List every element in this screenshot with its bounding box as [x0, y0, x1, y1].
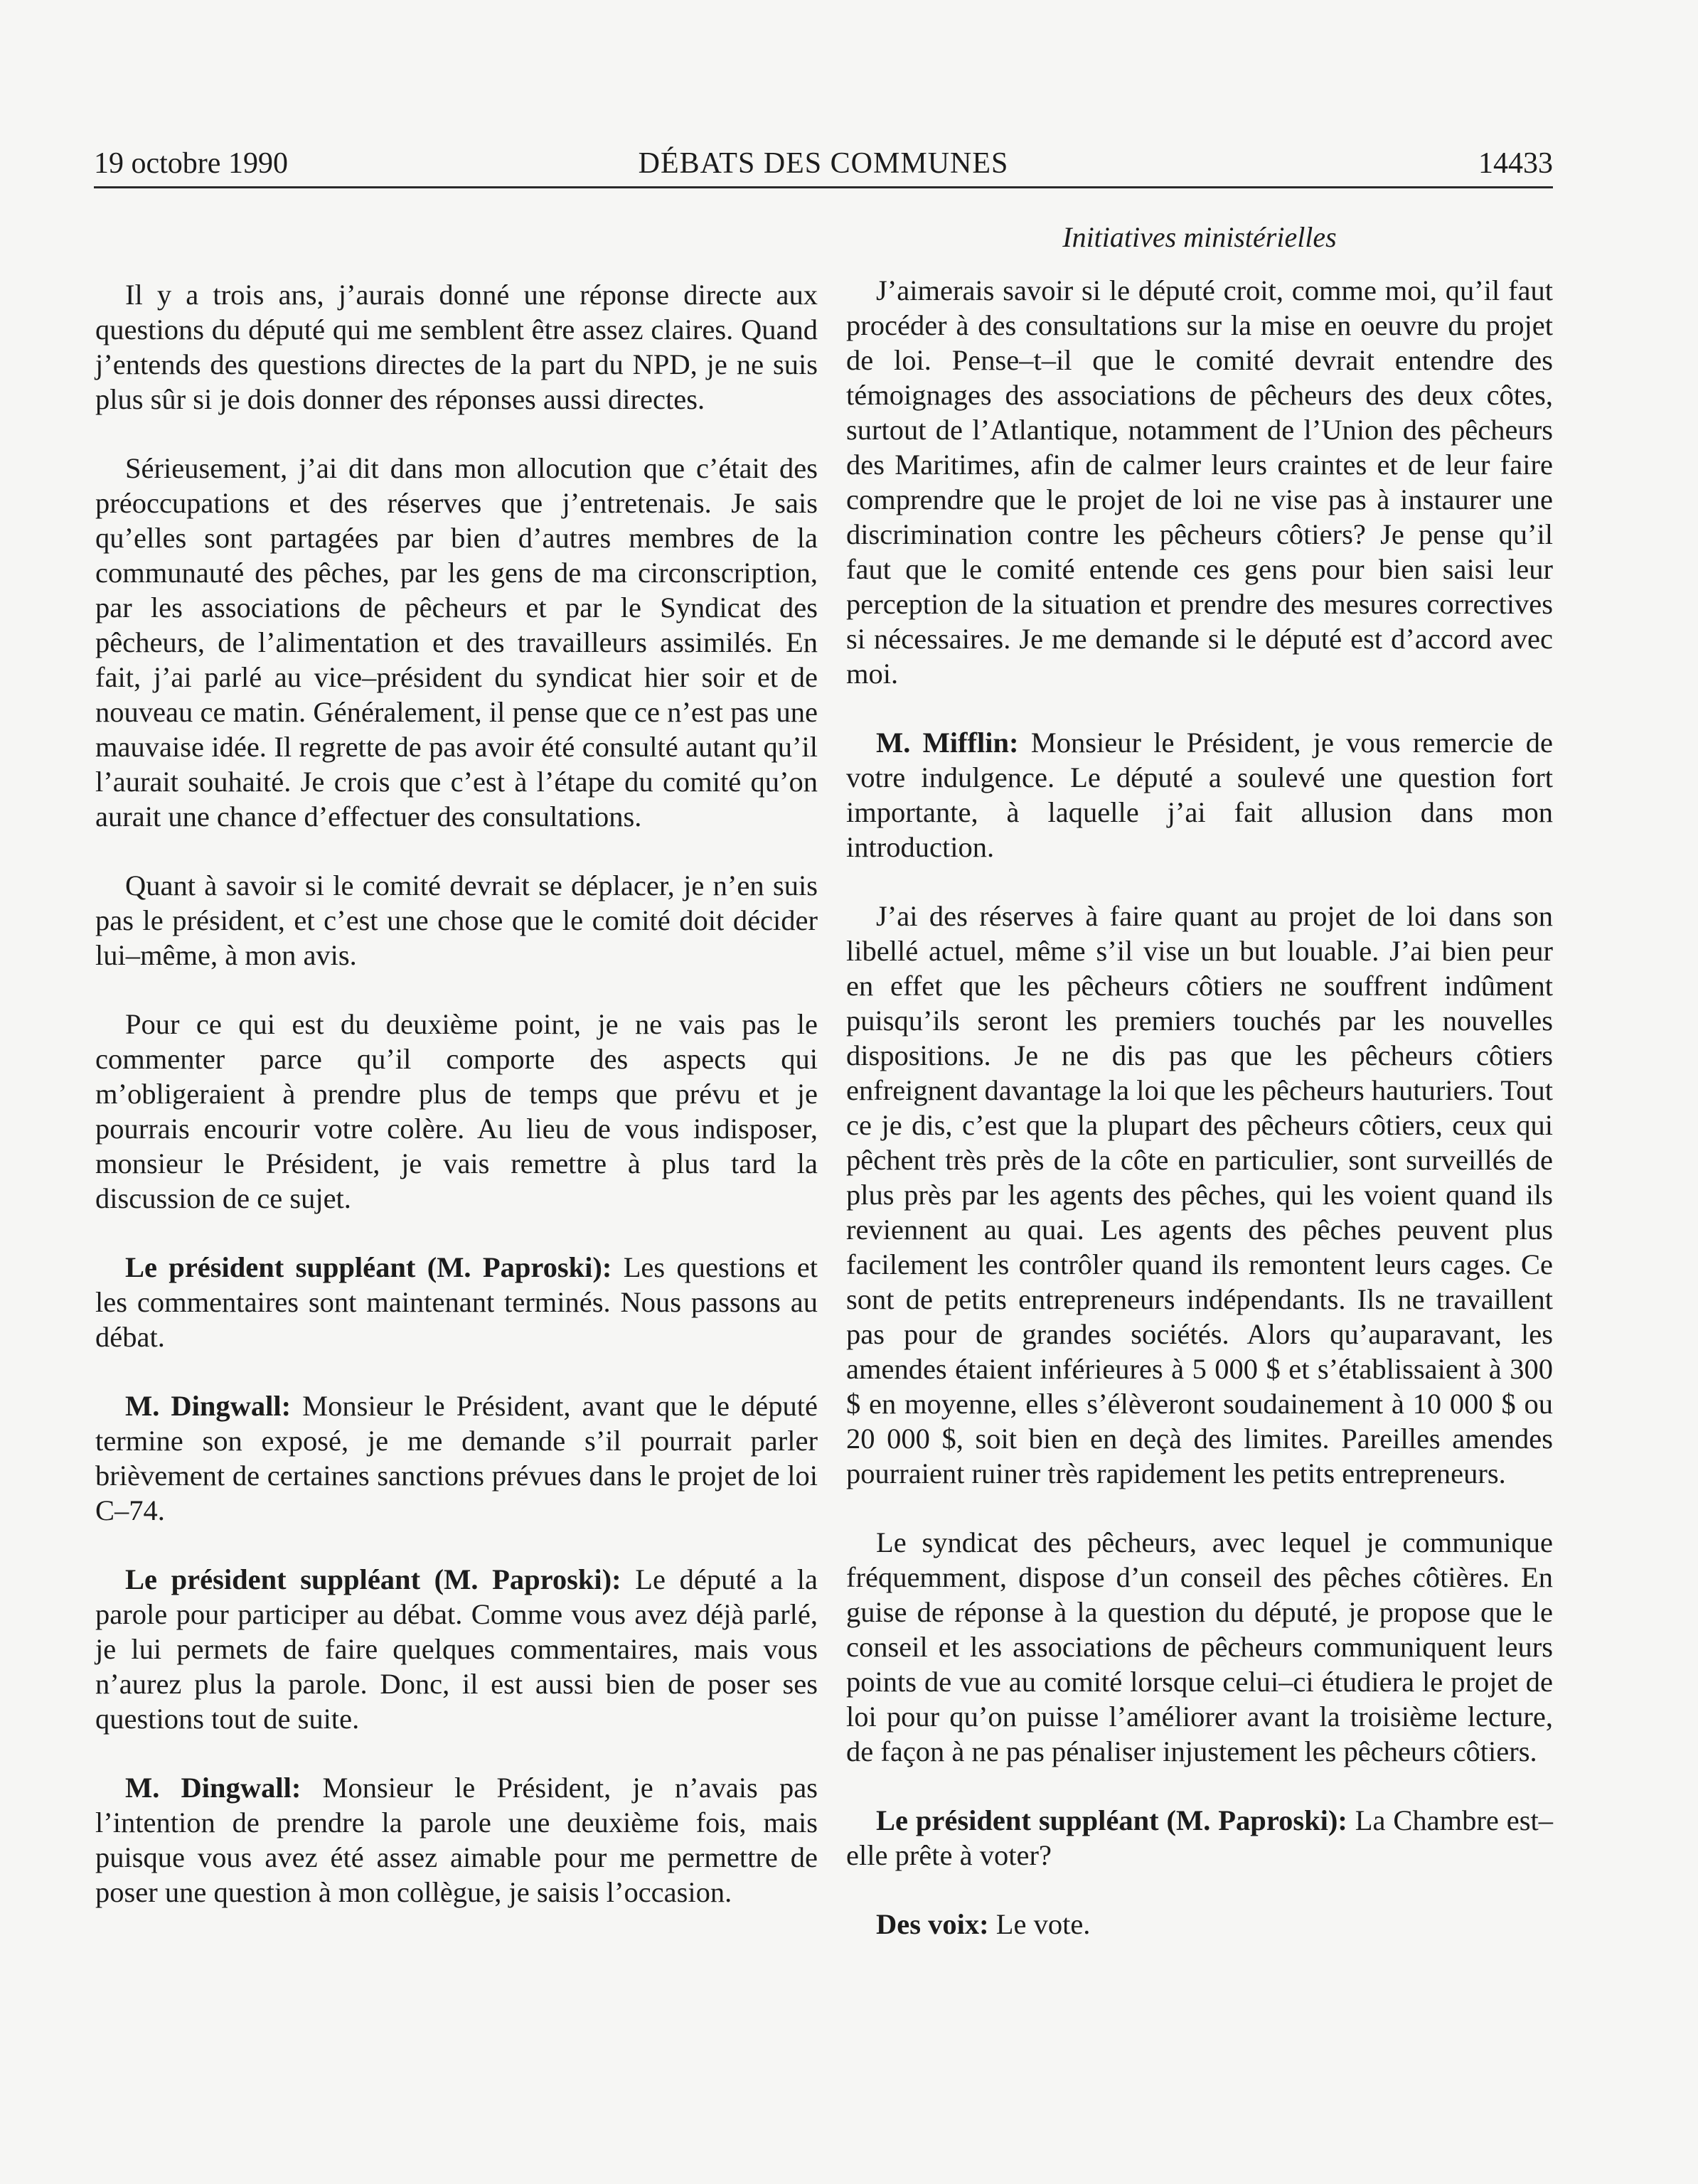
paragraph — [95, 277, 818, 417]
paragraph-text: Pour ce qui est du deuxième point, je ne vais pas le commenter parce qu’il comporte des aspects qui m’obligeraient à prendre plus de temps que prévu et je pourrais encourir votre colère. Au lieu de vous indisposer, monsieur le Président, je vais remettre à plus tard la discussion de ce sujet. — [95, 1008, 818, 1214]
paragraph-text: Monsieur le Président, je n’avais pas l’intention de prendre la parole une deuxième fois, mais puisque vous avez été assez aimable pour me permettre de poser une question à mon collègue, je saisis l’occasion. — [95, 1772, 818, 1908]
paragraph-text: J’aimerais savoir si le député croit, comme moi, qu’il faut procéder à des consultations sur la mise en oeuvre du projet de loi. Pense–t–il que le comité devrait entendre des témoignages des associations de pêcheurs des deux côtes, surtout de l’Atlantique, notamment de l’Union des pêcheurs des Maritimes, afin de calmer leurs craintes et de leur faire comprendre que le projet de loi ne vise pas à instaurer une discrimination contre les pêcheurs côtiers? Je pense qu’il faut que le comité entende ces gens pour bien saisi leur perception de la situation et prendre des mesures correctives si nécessaires. Je me demande si le député est d’accord avec moi. — [846, 274, 1553, 690]
header-date: 19 octobre 1990 — [94, 147, 288, 180]
paragraph — [95, 1388, 818, 1528]
speaker-name: Le président suppléant (M. Paproski): — [125, 1251, 612, 1283]
paragraph-text: Monsieur le Président, je vous remercie de votre indulgence. Le député a soulevé une question fort importante, à laquelle j’ai fait allusion dans mon introduction. — [846, 727, 1553, 863]
speaker-name: Des voix: — [876, 1908, 989, 1940]
speaker-name: Le président suppléant (M. Paproski): — [876, 1804, 1347, 1836]
paragraph — [846, 1907, 1553, 1942]
paragraph-text: La Chambre est–elle prête à voter? — [846, 1804, 1554, 1871]
paragraph-text: Il y a trois ans, j’aurais donné une réponse directe aux questions du député qui me semblent être assez claires. Quand j’entends des questions directes de la part du NPD, je ne suis plus sûr si je dois donner des réponses aussi directes. — [95, 279, 818, 415]
paragraph-text: Monsieur le Président, avant que le député termine son exposé, je me demande s’il pourrait parler brièvement de certaines sanctions prévues dans le projet de loi C–74. — [95, 1390, 818, 1526]
speaker-name: M. Dingwall: — [125, 1390, 292, 1422]
paragraph — [95, 1007, 818, 1216]
running-head — [94, 145, 1553, 182]
paragraph — [95, 451, 818, 834]
paragraph-text: Le vote. — [995, 1908, 1091, 1940]
header-page-number: 14433 — [1478, 147, 1553, 180]
paragraph-text: J’ai des réserves à faire quant au projet de loi dans son libellé actuel, même s’il vise un but louable. J’ai bien peur en effet que les pêcheurs côtiers ne souffrent indûment puisqu’ils seront les premiers touchés par les nouvelles dispositions. Je ne dis pas que les pêcheurs côtiers enfreignent davantage la loi que les pêcheurs hauturiers. Tout ce je dis, c’est que la plupart des pêcheurs côtiers, ceux qui pêchent très près de la côte en particulier, sont surveillés de plus près par les agents des pêches, qui les voient quand ils reviennent au quai. Les agents des pêches peuvent plus facilement les contrôler quand ils remontent leurs cages. Ce sont de petits entrepreneurs indépendants. Ils ne travaillent pas pour de grandes sociétés. Alors qu’auparavant, les amendes étaient inférieures à 5 000 $ et s’établissaient à 300 $ en moyenne, elles s’élèveront soudainement à 10 000 $ ou 20 000 $, soit bien en deçà des limites. Pareilles amendes pourraient ruiner très rapidement les petits entrepreneurs. — [846, 900, 1553, 1489]
paragraph-text: Quant à savoir si le comité devrait se déplacer, je n’en suis pas le président, et c’est une chose que le comité doit décider lui–même, à mon avis. — [95, 869, 818, 971]
paragraph — [846, 899, 1553, 1491]
paragraph — [846, 1803, 1553, 1873]
header-title: DÉBATS DES COMMUNES — [638, 147, 1009, 180]
paragraph-text: Le syndicat des pêcheurs, avec lequel je communique fréquemment, dispose d’un conseil des pêches côtières. En guise de réponse à la question du député, je propose que le conseil et les associations de pêcheurs communiquent leurs points de vue au comité lorsque celui–ci étudiera le projet de loi pour qu’on puisse l’améliorer avant la troisième lecture, de façon à ne pas pénaliser injustement les pêcheurs côtiers. — [846, 1526, 1553, 1767]
paragraph-text: Les questions et les commentaires sont maintenant terminés. Nous passons au débat. — [95, 1251, 818, 1353]
speaker-name: Le président suppléant (M. Paproski): — [125, 1563, 621, 1595]
header-rule — [94, 186, 1553, 188]
paragraph-text: Le député a la parole pour participer au débat. Comme vous avez déjà parlé, je lui permets de faire quelques commentaires, mais vous n’aurez plus la parole. Donc, il est aussi bien de poser ses questions tout de suite. — [95, 1563, 818, 1735]
speaker-name: M. Dingwall: — [125, 1772, 301, 1804]
paragraph — [846, 1525, 1553, 1769]
right-column — [846, 273, 1553, 1942]
paragraph — [95, 868, 818, 973]
paragraph — [846, 725, 1553, 864]
section-label: Initiatives ministérielles — [1062, 221, 1337, 253]
paragraph — [95, 1770, 818, 1910]
paragraph-text: Sérieusement, j’ai dit dans mon allocution que c’était des préoccupations et des réserves que j’entretenais. Je sais qu’elles sont partagées par bien d’autres membres de la communauté des pêches, par les gens de ma circonscription, par les associations de pêcheurs et par le Syndicat des pêcheurs, de l’alimentation et des travailleurs assimilés. En fait, j’ai parlé au vice–président du syndicat hier soir et de nouveau ce matin. Généralement, il pense que ce n’est pas une mauvaise idée. Il regrette de pas avoir été consulté autant qu’il l’aurait souhaité. Je crois que c’est à l’étape du comité qu’on aurait une chance d’effectuer des consultations. — [95, 452, 818, 833]
paragraph — [95, 1250, 818, 1354]
paragraph — [95, 1562, 818, 1736]
paragraph — [846, 273, 1553, 691]
speaker-name: M. Mifflin: — [876, 727, 1019, 759]
left-column — [95, 277, 818, 1910]
